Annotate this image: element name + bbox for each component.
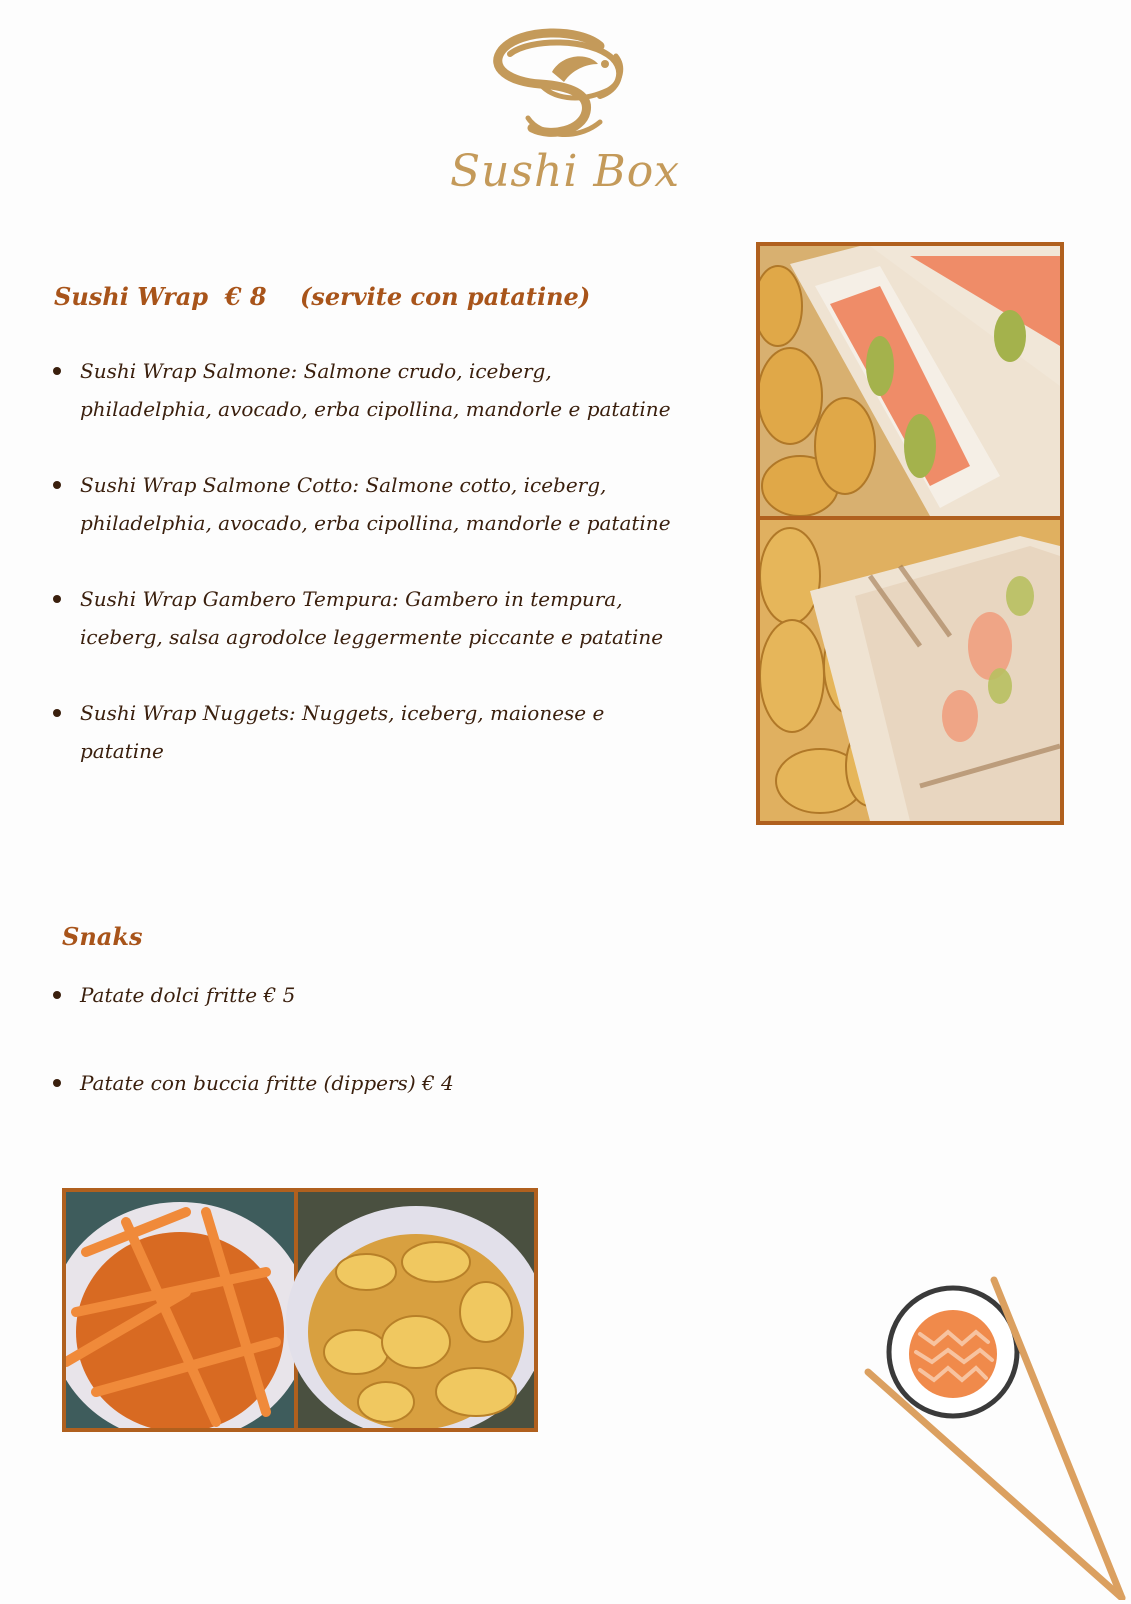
fish-logo-icon bbox=[440, 24, 690, 154]
list-item: Patate dolci fritte € 5 bbox=[53, 976, 673, 1014]
list-item: Sushi Wrap Gambero Tempura: Gambero in tempura, iceberg, salsa agrodolce leggermente piccante e patatine bbox=[53, 580, 673, 656]
sushi-wrap-title: Sushi Wrap € 8 (servite con patatine) bbox=[54, 282, 591, 311]
list-item: Sushi Wrap Nuggets: Nuggets, iceberg, maionese e patatine bbox=[53, 694, 673, 770]
sushi-wrap-photo bbox=[756, 242, 1064, 825]
list-item: Sushi Wrap Salmone: Salmone crudo, iceberg, philadelphia, avocado, erba cipollina, mandorle e patatine bbox=[53, 352, 673, 428]
brand-logo bbox=[440, 24, 690, 219]
snaks-title: Snaks bbox=[62, 922, 143, 951]
sushi-wrap-list bbox=[53, 352, 673, 808]
fries-photo bbox=[62, 1188, 538, 1432]
sushi-chopsticks-illustration bbox=[860, 1272, 1131, 1600]
list-item: Patate con buccia fritte (dippers) € 4 bbox=[53, 1064, 673, 1102]
brand-name: Sushi Box bbox=[449, 146, 681, 197]
list-item: Sushi Wrap Salmone Cotto: Salmone cotto, iceberg, philadelphia, avocado, erba cipollina, mandorle e patatine bbox=[53, 466, 673, 542]
snaks-list bbox=[53, 976, 673, 1152]
